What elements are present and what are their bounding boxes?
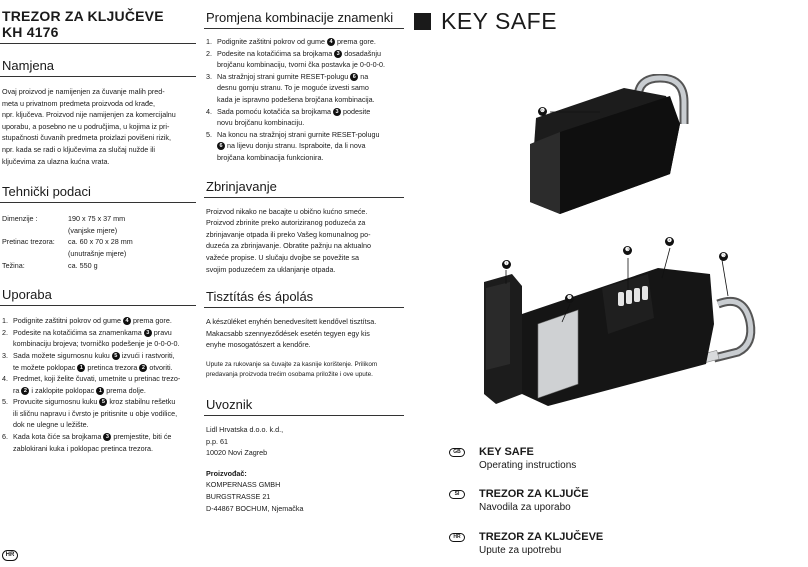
document-title: TREZOR ZA KLJUČEVE KH 4176 bbox=[2, 8, 164, 40]
step-number: 2. bbox=[206, 48, 212, 58]
step-line: Na koncu na stražnjoj strani gurnite RESET-polugu bbox=[217, 129, 380, 139]
producer-label: Proizvođač: bbox=[206, 468, 247, 478]
step-text bbox=[13, 327, 179, 350]
spec-label: Pretinac trezora: bbox=[2, 237, 55, 247]
spec-row bbox=[0, 236, 196, 248]
section-tisztitas bbox=[204, 289, 404, 381]
steps-list bbox=[204, 36, 404, 164]
step-number: 6. bbox=[2, 432, 8, 442]
step-item bbox=[206, 36, 404, 48]
part-number-2-icon: 2 bbox=[139, 364, 147, 372]
spec-row bbox=[0, 213, 196, 225]
step-item bbox=[2, 396, 196, 431]
step-line: 6 na lijevu donju stranu. Ispraboite, da li nova bbox=[217, 140, 379, 152]
part-number-3-icon: 3 bbox=[334, 50, 342, 58]
text-line: važeće propise. U slučaju dvojbe se povežite sa bbox=[206, 252, 360, 262]
step-line: Kada kota čiće sa brojkama 3 premjestite, biti će bbox=[13, 432, 172, 442]
step-number: 3. bbox=[206, 71, 212, 81]
part-number-6-icon: 6 bbox=[350, 73, 358, 81]
part-number-4-icon: 4 bbox=[327, 38, 335, 46]
text-line: svojim poduzećem za uklanjanje otpada. bbox=[206, 264, 336, 274]
spec-label bbox=[2, 225, 68, 237]
step-item bbox=[206, 129, 404, 164]
part-number-5-icon: 5 bbox=[99, 398, 107, 406]
language-title: TREZOR ZA KLJUČEVE bbox=[479, 531, 604, 543]
step-line: novu brojčanu kombinaciju. bbox=[217, 118, 305, 128]
text-line: enyhe mosogatószert a kendőre. bbox=[206, 340, 311, 350]
part-number-5-icon: 5 bbox=[112, 352, 120, 360]
step-line: dok ne ulegne u ležište. bbox=[13, 420, 89, 430]
language-title: KEY SAFE bbox=[479, 446, 534, 458]
part-number-1-icon: 1 bbox=[96, 387, 104, 395]
step-text bbox=[217, 71, 375, 106]
text-line: A készüléket enyhén benedvesített kendővel tisztítsa. bbox=[206, 317, 377, 327]
step-line: Na stražnjoj strani gurnite RESET-polugu 6 na bbox=[217, 71, 369, 81]
step-item bbox=[2, 327, 196, 350]
section-namjena bbox=[0, 58, 196, 167]
text-line: duzeća za zbrinjavanje. Obratite pažnju na aktualno bbox=[206, 241, 372, 251]
text-line: zbrinjavanje otpada ili preko Vašeg komunalnog po- bbox=[206, 229, 371, 239]
language-entry-hr bbox=[449, 530, 603, 558]
part-number-3-icon: 3 bbox=[103, 433, 111, 441]
safe-side bbox=[530, 132, 560, 214]
language-badge: HR bbox=[449, 533, 465, 542]
callout-5-icon: ❺ bbox=[719, 252, 728, 261]
title-square-icon bbox=[414, 13, 431, 30]
step-item bbox=[2, 431, 196, 454]
step-text bbox=[13, 396, 177, 431]
text-line: predavanja proizvoda trećim osobama priložite i ove upute. bbox=[206, 371, 373, 379]
step-line: Podignite zaštitni pokrov od gume 4 prema gore. bbox=[13, 316, 172, 326]
step-number: 1. bbox=[206, 37, 212, 46]
step-text bbox=[217, 129, 379, 164]
text-line: Proizvod nikako ne bacajte u obično kućno smeće. bbox=[206, 206, 368, 216]
spec-label: Težina: bbox=[2, 260, 25, 270]
product-title: KEY SAFE bbox=[414, 8, 557, 35]
step-line: Podignite zaštitni pokrov od gume 4 prema gore. bbox=[217, 37, 376, 46]
section-body bbox=[204, 316, 404, 351]
page-language-badge: HR bbox=[2, 550, 18, 561]
section-tehnicki-podaci bbox=[0, 184, 196, 271]
step-item bbox=[2, 350, 196, 373]
storage-note bbox=[204, 360, 404, 381]
column-croatian-middle bbox=[204, 0, 404, 514]
language-subtitle: Navodila za uporabo bbox=[479, 502, 571, 513]
compartment-wall bbox=[538, 310, 578, 398]
callout-3-icon: ❸ bbox=[623, 246, 632, 255]
step-text bbox=[13, 373, 180, 396]
step-line: zablokirani kuka i poklopac pretinca trezora. bbox=[13, 443, 154, 453]
step-text bbox=[13, 350, 175, 373]
text-line: stupačnosti čuvanih predmeta proizlazi povišeni rizik, bbox=[2, 133, 171, 143]
spec-row bbox=[0, 248, 196, 260]
step-text bbox=[217, 106, 370, 129]
step-line: kombinaciju brojeva; tvorničko podešenje je 0-0-0-0. bbox=[13, 339, 180, 349]
part-number-1-icon: 1 bbox=[77, 364, 85, 372]
section-heading: Tehnički podaci bbox=[0, 184, 196, 203]
step-line: Predmet, koji želite čuvati, umetnite u pretinac trezo- bbox=[13, 374, 181, 384]
step-number: 5. bbox=[206, 129, 212, 139]
step-line: Podesite na kotačićima sa znamenkama 3 pravu bbox=[13, 327, 172, 337]
language-badge: SI bbox=[449, 490, 465, 499]
step-line: Sada možete sigurnosnu kuku 5 izvući i rastvoriti, bbox=[13, 350, 175, 360]
step-item bbox=[2, 315, 196, 327]
language-entry-si bbox=[449, 487, 589, 515]
section-body bbox=[204, 206, 404, 276]
section-zbrinjavanje bbox=[204, 179, 404, 276]
step-line: brojčana kombinacija funkcionira. bbox=[217, 152, 324, 162]
spec-value: ca. 550 g bbox=[68, 260, 98, 270]
language-title: TREZOR ZA KLJUČE bbox=[479, 488, 589, 500]
callout-2-icon: ❷ bbox=[565, 294, 574, 303]
step-line: kada je ispravno podešena brojčana kombinacija. bbox=[217, 94, 375, 104]
callout-6-icon: ❻ bbox=[538, 107, 547, 116]
step-line: desnu gornju stranu. To je moguće izvesti samo bbox=[217, 83, 369, 93]
spec-row bbox=[0, 260, 196, 272]
step-item bbox=[2, 373, 196, 396]
step-number: 3. bbox=[2, 350, 8, 360]
text-line: p.p. 61 bbox=[206, 436, 228, 446]
text-line: Lidl Hrvatska d.o.o. k.d., bbox=[206, 425, 284, 435]
step-number: 4. bbox=[2, 374, 8, 384]
step-line: te možete poklopac 1 pretinca trezora 2 otvoriti. bbox=[13, 362, 173, 372]
producer-address bbox=[204, 479, 404, 514]
language-subtitle: Upute za upotrebu bbox=[479, 545, 562, 556]
step-number: 2. bbox=[2, 327, 8, 337]
step-line: Provucite sigurnosnu kuku 5 kroz stabilnu rešetku bbox=[13, 397, 176, 407]
step-item bbox=[206, 48, 404, 71]
section-promjena bbox=[204, 10, 404, 164]
importer-address bbox=[204, 424, 404, 459]
step-text bbox=[13, 315, 172, 327]
column-croatian-left bbox=[0, 0, 196, 454]
part-number-3-icon: 3 bbox=[333, 108, 341, 116]
section-heading: Tisztítás és ápolás bbox=[204, 289, 404, 308]
text-line: KOMPERNASS GMBH bbox=[206, 480, 281, 490]
part-number-3-icon: 3 bbox=[144, 329, 152, 337]
title-rule bbox=[0, 43, 196, 44]
callout-1-icon: ❶ bbox=[502, 260, 511, 269]
step-line: brojčanu kombinaciju, tvorni čka postavka je 0-0-0-0. bbox=[217, 60, 386, 70]
step-number: 5. bbox=[2, 397, 8, 407]
text-line: Ovaj proizvod je namijenjen za čuvanje malih pred- bbox=[2, 87, 165, 96]
text-line: ključevima za ulazna kućna vrata. bbox=[2, 156, 110, 166]
key-safe-open-image bbox=[478, 244, 768, 414]
step-line: ili sličnu napravu i čvrsto je pritisnite u obje vodilice, bbox=[13, 408, 178, 418]
spec-value: 190 x 75 x 37 mm bbox=[68, 214, 126, 224]
spec-table bbox=[0, 213, 196, 271]
step-line: ra 2 i zaklopite poklopac 1 prema dolje. bbox=[13, 385, 146, 395]
spec-label bbox=[2, 248, 68, 260]
part-number-4-icon: 4 bbox=[123, 317, 131, 325]
spec-value: (unutrašnje mjere) bbox=[68, 248, 127, 258]
part-number-6-icon: 6 bbox=[217, 142, 225, 150]
key-safe-closed-image bbox=[520, 74, 700, 234]
section-uvoznik bbox=[204, 397, 404, 514]
spec-value: (vanjske mjere) bbox=[68, 225, 118, 235]
section-heading: Uporaba bbox=[0, 287, 196, 306]
section-heading: Namjena bbox=[0, 58, 196, 77]
step-item bbox=[206, 106, 404, 129]
section-body bbox=[0, 86, 196, 167]
text-line: D-44867 BOCHUM, Njemačka bbox=[206, 503, 304, 513]
spec-row bbox=[0, 225, 196, 237]
step-line: Podesite na kotačićima sa brojkama 3 dosadašnju bbox=[217, 48, 381, 58]
section-uporaba bbox=[0, 287, 196, 454]
step-number: 1. bbox=[2, 316, 8, 326]
language-subtitle: Operating instructions bbox=[479, 460, 577, 471]
step-line: Sada pomoću kotačića sa brojkama 3 podesite bbox=[217, 106, 371, 116]
step-text bbox=[217, 36, 376, 48]
text-line: BURGSTRASSE 21 bbox=[206, 492, 271, 502]
text-line: Makacsabb szennyeződések esetén tegyen egy kis bbox=[206, 328, 370, 338]
text-line: Upute za rukovanje sa čuvajte za kasnije korištenje. Prilikom bbox=[206, 360, 378, 368]
step-item bbox=[206, 71, 404, 106]
language-entry-gb bbox=[449, 445, 576, 473]
step-text bbox=[217, 48, 385, 71]
callout-4-icon: ❹ bbox=[665, 237, 674, 246]
step-text bbox=[13, 431, 171, 454]
text-line: npr. ključeva. Proizvod nije namijenjen za komercijalnu bbox=[2, 110, 176, 120]
lid-inner bbox=[486, 282, 510, 370]
section-heading: Uvoznik bbox=[204, 397, 404, 416]
text-line: uporabu, a posebno ne u područjima, u kojima iz pri- bbox=[2, 121, 170, 131]
part-number-2-icon: 2 bbox=[21, 387, 29, 395]
text-line: npr. kada se radi o ključevima za slučaj nužde ili bbox=[2, 144, 156, 154]
text-line: 10020 Novi Zagreb bbox=[206, 448, 268, 458]
language-badge: GB bbox=[449, 448, 465, 457]
text-line: meta u privatnom predmeta proizvoda od krađe, bbox=[2, 98, 156, 108]
section-heading: Promjena kombinacije znamenki bbox=[204, 10, 404, 29]
section-heading: Zbrinjavanje bbox=[204, 179, 404, 198]
steps-list bbox=[0, 315, 196, 454]
step-number: 4. bbox=[206, 106, 212, 116]
callout-line bbox=[722, 260, 728, 296]
text-line: Proizvod zbrinite preko autoriziranog poduzeća za bbox=[206, 218, 366, 228]
spec-label: Dimenzije : bbox=[2, 214, 38, 224]
spec-value: ca. 60 x 70 x 28 mm bbox=[68, 237, 133, 247]
